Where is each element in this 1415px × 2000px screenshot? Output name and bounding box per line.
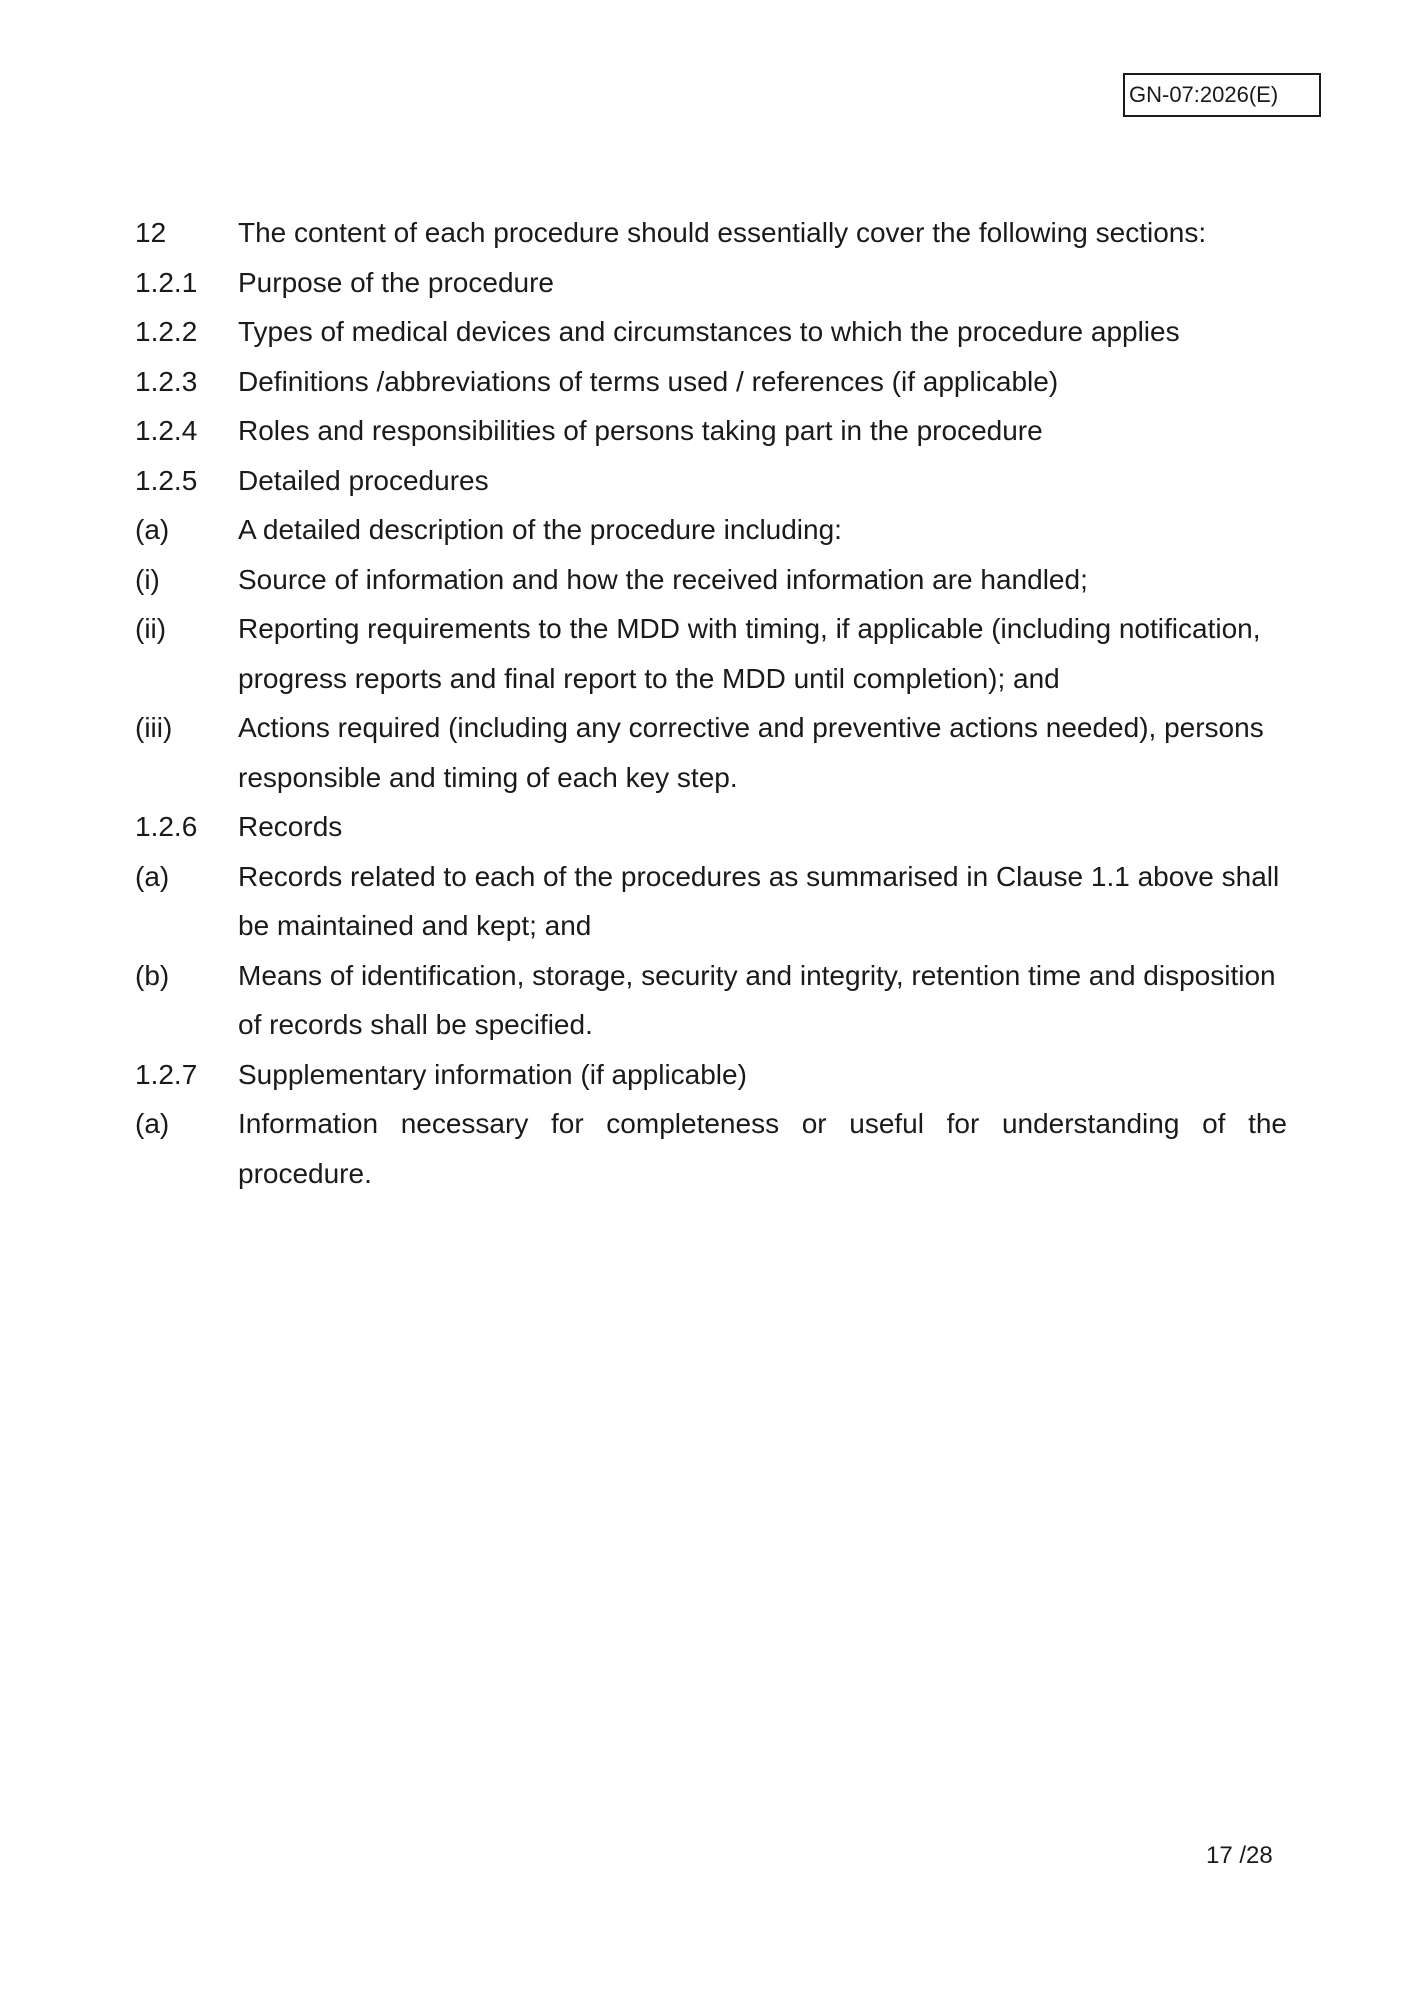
section-number: (a) — [135, 860, 170, 892]
section-text: Purpose of the procedure — [238, 266, 554, 298]
section-item — [135, 406, 1287, 456]
section-item — [135, 1099, 1287, 1198]
section-text: The content of each procedure should essentially cover the following sections: — [238, 217, 1207, 248]
page-number: 17 /28 — [1206, 1842, 1273, 1869]
section-number: 1.2.7 — [135, 1058, 198, 1090]
section-text: Actions required (including any corrective and preventive actions needed), persons responsible and timing of each key step. — [238, 712, 1264, 793]
section-item — [135, 456, 1287, 506]
section-text: Source of information and how the received information are handled; — [238, 563, 1088, 595]
section-number: 1.2.3 — [135, 365, 198, 397]
section-number: 12 — [135, 217, 167, 248]
section-item — [135, 357, 1287, 407]
section-item — [135, 208, 1287, 258]
section-text: Records related to each of the procedures as summarised in Clause 1.1 above shall be maintained and kept; and — [238, 860, 1280, 941]
section-number: 1.2.6 — [135, 811, 198, 842]
section-text: Detailed procedures — [238, 464, 489, 496]
section-item — [135, 307, 1287, 357]
section-item — [135, 258, 1287, 308]
document-code-box: GN-07:2026(E) — [1123, 73, 1321, 117]
section-text: Definitions /abbreviations of terms used / references (if applicable) — [238, 365, 1059, 397]
section-item — [135, 852, 1287, 951]
section-text: Information necessary for completeness or useful for understanding of the procedure. — [238, 1108, 1287, 1189]
section-text: Means of identification, storage, security and integrity, retention time and disposition of records shall be specified. — [238, 959, 1276, 1040]
section-number: 1.2.1 — [135, 266, 198, 298]
section-number: (a) — [135, 1108, 170, 1139]
section-number: 1.2.2 — [135, 316, 198, 347]
section-number: (b) — [135, 959, 170, 991]
section-item — [135, 505, 1287, 555]
procedure-sections — [135, 208, 1287, 1198]
section-item — [135, 802, 1287, 852]
section-number: (iii) — [135, 712, 173, 743]
section-text: Roles and responsibilities of persons taking part in the procedure — [238, 415, 1043, 446]
section-text: Records — [238, 811, 343, 842]
section-item — [135, 1050, 1287, 1100]
section-text: Types of medical devices and circumstances to which the procedure applies — [238, 316, 1180, 347]
section-item — [135, 703, 1287, 802]
section-number: (ii) — [135, 613, 167, 644]
section-item — [135, 555, 1287, 605]
section-item — [135, 951, 1287, 1050]
section-number: 1.2.5 — [135, 464, 198, 496]
section-text: Reporting requirements to the MDD with timing, if applicable (including notification, progress reports and final report to the MDD until completion); and — [238, 613, 1261, 694]
section-text: Supplementary information (if applicable) — [238, 1058, 747, 1090]
section-item — [135, 604, 1287, 703]
section-number: 1.2.4 — [135, 415, 198, 446]
section-number: (a) — [135, 514, 170, 545]
section-number: (i) — [135, 563, 160, 595]
section-text: A detailed description of the procedure including: — [238, 514, 842, 545]
